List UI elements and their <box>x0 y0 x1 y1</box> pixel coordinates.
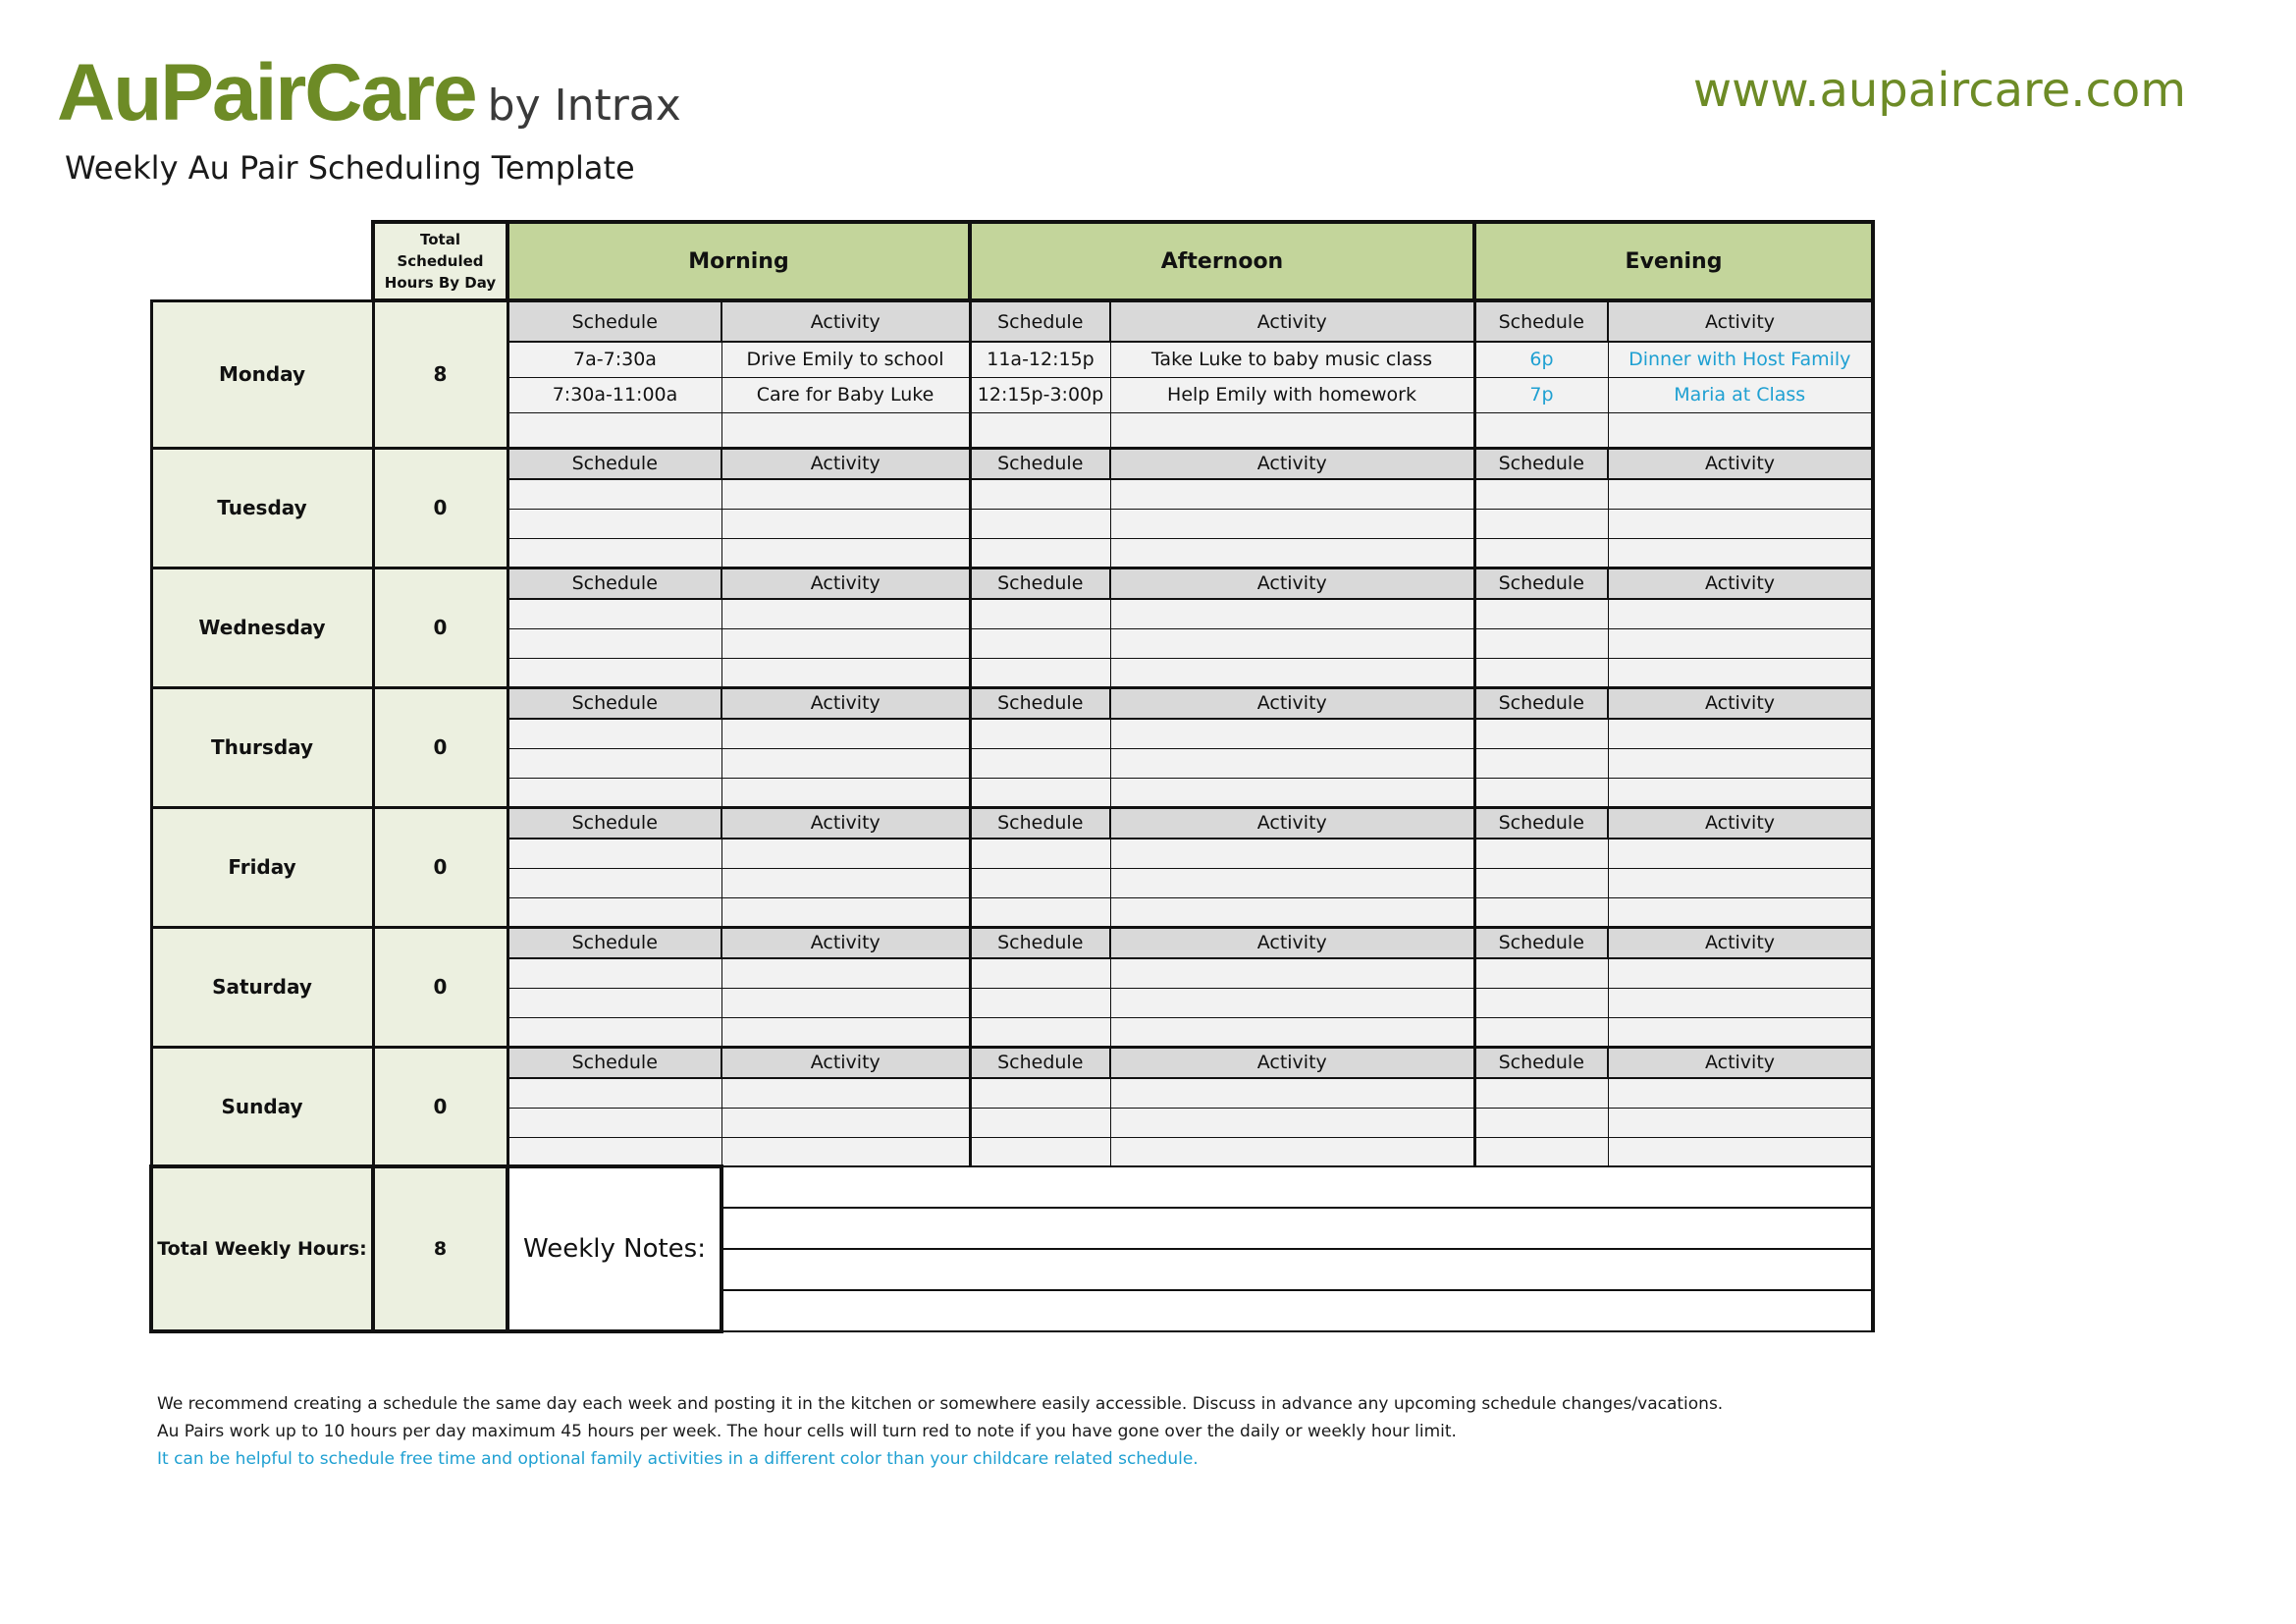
morning-activity-cell[interactable] <box>721 658 970 687</box>
morning-activity-cell[interactable] <box>721 958 970 988</box>
evening-activity-cell[interactable] <box>1608 628 1873 658</box>
afternoon-schedule-cell[interactable] <box>970 1108 1110 1137</box>
evening-schedule-cell[interactable] <box>1474 748 1608 778</box>
morning-activity-cell[interactable] <box>721 628 970 658</box>
day-hours-monday[interactable]: 8 <box>373 300 507 448</box>
evening-schedule-cell[interactable] <box>1474 778 1608 807</box>
aupaircare-logo <box>57 47 681 139</box>
afternoon-schedule-cell[interactable] <box>970 479 1110 509</box>
morning-schedule-header: Schedule <box>507 448 721 479</box>
afternoon-activity-cell[interactable] <box>1110 509 1474 538</box>
evening-activity-cell[interactable] <box>1608 897 1873 927</box>
evening-schedule-cell[interactable] <box>1474 479 1608 509</box>
afternoon-schedule-cell[interactable] <box>970 988 1110 1017</box>
afternoon-activity-cell[interactable]: Take Luke to baby music class <box>1110 342 1474 377</box>
afternoon-activity-cell[interactable] <box>1110 628 1474 658</box>
weekly-notes-label: Weekly Notes: <box>507 1166 721 1331</box>
day-hours-saturday[interactable]: 0 <box>373 927 507 1047</box>
morning-schedule-header: Schedule <box>507 300 721 342</box>
afternoon-schedule-cell[interactable] <box>970 897 1110 927</box>
total-weekly-hours-label: Total Weekly Hours: <box>151 1166 373 1331</box>
afternoon-activity-header: Activity <box>1110 1047 1474 1078</box>
evening-activity-cell[interactable] <box>1608 1137 1873 1166</box>
evening-activity-header: Activity <box>1608 927 1873 958</box>
evening-activity-cell[interactable] <box>1608 412 1873 448</box>
afternoon-activity-cell[interactable] <box>1110 778 1474 807</box>
evening-activity-cell[interactable] <box>1608 748 1873 778</box>
evening-activity-cell[interactable] <box>1608 1108 1873 1137</box>
morning-activity-cell[interactable] <box>721 868 970 897</box>
morning-activity-cell[interactable] <box>721 988 970 1017</box>
logo-wordmark: AuPairCare <box>57 48 476 137</box>
day-label-sunday: Sunday <box>151 1047 373 1166</box>
weekly-notes-line[interactable] <box>721 1166 1873 1208</box>
morning-schedule-header: Schedule <box>507 927 721 958</box>
weekly-notes-line[interactable] <box>721 1290 1873 1331</box>
evening-schedule-cell[interactable] <box>1474 538 1608 568</box>
morning-activity-cell[interactable]: Drive Emily to school <box>721 342 970 377</box>
afternoon-activity-header: Activity <box>1110 568 1474 599</box>
afternoon-schedule-cell[interactable] <box>970 778 1110 807</box>
evening-schedule-cell[interactable] <box>1474 412 1608 448</box>
evening-activity-cell[interactable] <box>1608 1017 1873 1047</box>
afternoon-schedule-cell[interactable] <box>970 839 1110 868</box>
morning-activity-header: Activity <box>721 687 970 719</box>
afternoon-schedule-header: Schedule <box>970 927 1110 958</box>
morning-schedule-cell[interactable] <box>507 778 721 807</box>
morning-activity-header: Activity <box>721 568 970 599</box>
day-hours-thursday[interactable]: 0 <box>373 687 507 807</box>
afternoon-activity-header: Activity <box>1110 687 1474 719</box>
evening-schedule-cell[interactable] <box>1474 958 1608 988</box>
afternoon-activity-cell[interactable] <box>1110 1108 1474 1137</box>
afternoon-schedule-cell[interactable]: 11a-12:15p <box>970 342 1110 377</box>
afternoon-header: Afternoon <box>970 222 1474 300</box>
afternoon-activity-cell[interactable] <box>1110 1017 1474 1047</box>
evening-schedule-cell[interactable] <box>1474 599 1608 628</box>
footnote-hour-limit: Au Pairs work up to 10 hours per day maximum 45 hours per week. The hour cells will turn red to note if you have gone over the daily or weekly hour limit. <box>157 1422 1457 1441</box>
morning-schedule-cell[interactable] <box>507 538 721 568</box>
evening-activity-header: Activity <box>1608 807 1873 839</box>
morning-schedule-cell[interactable] <box>507 1078 721 1108</box>
evening-activity-cell[interactable] <box>1608 509 1873 538</box>
morning-schedule-cell[interactable] <box>507 628 721 658</box>
morning-schedule-cell[interactable] <box>507 1017 721 1047</box>
morning-activity-cell[interactable] <box>721 599 970 628</box>
day-label-thursday: Thursday <box>151 687 373 807</box>
evening-schedule-header: Schedule <box>1474 687 1608 719</box>
afternoon-activity-header: Activity <box>1110 927 1474 958</box>
evening-schedule-cell[interactable] <box>1474 868 1608 897</box>
morning-activity-cell[interactable] <box>721 538 970 568</box>
afternoon-activity-cell[interactable] <box>1110 538 1474 568</box>
morning-schedule-cell[interactable] <box>507 748 721 778</box>
afternoon-activity-cell[interactable] <box>1110 748 1474 778</box>
evening-activity-cell[interactable] <box>1608 1078 1873 1108</box>
morning-schedule-header: Schedule <box>507 687 721 719</box>
afternoon-schedule-header: Schedule <box>970 1047 1110 1078</box>
morning-schedule-cell[interactable] <box>507 1108 721 1137</box>
logo-subtitle: by Intrax <box>487 81 681 131</box>
day-hours-sunday[interactable]: 0 <box>373 1047 507 1166</box>
evening-schedule-header: Schedule <box>1474 448 1608 479</box>
evening-schedule-cell[interactable] <box>1474 628 1608 658</box>
footnote-schedule-tip: We recommend creating a schedule the same day each week and posting it in the kitchen or somewhere easily accessible. Discuss in advance any upcoming schedule changes/vacations. <box>157 1394 1724 1414</box>
evening-activity-header: Activity <box>1608 1047 1873 1078</box>
morning-schedule-cell[interactable]: 7:30a-11:00a <box>507 377 721 412</box>
evening-schedule-header: Schedule <box>1474 1047 1608 1078</box>
afternoon-activity-cell[interactable] <box>1110 658 1474 687</box>
evening-schedule-cell[interactable] <box>1474 509 1608 538</box>
evening-activity-cell[interactable] <box>1608 538 1873 568</box>
evening-schedule-cell[interactable] <box>1474 658 1608 687</box>
afternoon-schedule-cell[interactable] <box>970 599 1110 628</box>
morning-header: Morning <box>507 222 970 300</box>
evening-schedule-cell[interactable] <box>1474 839 1608 868</box>
weekly-notes-line[interactable] <box>721 1249 1873 1290</box>
evening-schedule-header: Schedule <box>1474 807 1608 839</box>
afternoon-activity-header: Activity <box>1110 448 1474 479</box>
total-weekly-hours-value[interactable]: 8 <box>373 1166 507 1331</box>
evening-activity-header: Activity <box>1608 568 1873 599</box>
morning-schedule-cell[interactable] <box>507 412 721 448</box>
page-title: Weekly Au Pair Scheduling Template <box>65 149 635 187</box>
day-hours-friday[interactable]: 0 <box>373 807 507 927</box>
afternoon-activity-cell[interactable] <box>1110 1137 1474 1166</box>
morning-activity-cell[interactable] <box>721 412 970 448</box>
afternoon-activity-header: Activity <box>1110 807 1474 839</box>
morning-schedule-cell[interactable] <box>507 719 721 748</box>
evening-activity-cell[interactable] <box>1608 778 1873 807</box>
evening-header: Evening <box>1474 222 1873 300</box>
morning-activity-header: Activity <box>721 927 970 958</box>
evening-activity-cell[interactable] <box>1608 868 1873 897</box>
afternoon-activity-cell[interactable] <box>1110 719 1474 748</box>
morning-activity-cell[interactable] <box>721 1017 970 1047</box>
day-label-tuesday: Tuesday <box>151 448 373 568</box>
header-spacer <box>151 222 373 300</box>
afternoon-schedule-cell[interactable] <box>970 748 1110 778</box>
afternoon-schedule-cell[interactable] <box>970 628 1110 658</box>
morning-schedule-header: Schedule <box>507 568 721 599</box>
evening-schedule-header: Schedule <box>1474 927 1608 958</box>
total-hours-header: Total Scheduled Hours By Day <box>373 222 507 300</box>
morning-schedule-header: Schedule <box>507 1047 721 1078</box>
evening-schedule-cell[interactable] <box>1474 1108 1608 1137</box>
evening-schedule-cell[interactable]: 6p <box>1474 342 1608 377</box>
afternoon-activity-cell[interactable] <box>1110 412 1474 448</box>
afternoon-activity-cell[interactable] <box>1110 868 1474 897</box>
morning-activity-cell[interactable] <box>721 719 970 748</box>
evening-activity-cell[interactable]: Maria at Class <box>1608 377 1873 412</box>
afternoon-schedule-header: Schedule <box>970 687 1110 719</box>
afternoon-activity-cell[interactable] <box>1110 958 1474 988</box>
afternoon-activity-header: Activity <box>1110 300 1474 342</box>
morning-activity-cell[interactable] <box>721 1078 970 1108</box>
afternoon-schedule-cell[interactable] <box>970 538 1110 568</box>
footnote-color-tip: It can be helpful to schedule free time and optional family activities in a different color than your childcare related schedule. <box>157 1449 1199 1469</box>
morning-activity-cell[interactable] <box>721 778 970 807</box>
evening-activity-cell[interactable] <box>1608 958 1873 988</box>
afternoon-schedule-header: Schedule <box>970 300 1110 342</box>
morning-schedule-cell[interactable] <box>507 509 721 538</box>
evening-activity-cell[interactable] <box>1608 599 1873 628</box>
morning-schedule-cell[interactable] <box>507 479 721 509</box>
morning-activity-cell[interactable] <box>721 1108 970 1137</box>
afternoon-schedule-cell[interactable] <box>970 719 1110 748</box>
evening-activity-header: Activity <box>1608 448 1873 479</box>
afternoon-activity-cell[interactable] <box>1110 599 1474 628</box>
afternoon-schedule-cell[interactable] <box>970 412 1110 448</box>
evening-schedule-cell[interactable] <box>1474 719 1608 748</box>
afternoon-schedule-header: Schedule <box>970 807 1110 839</box>
evening-schedule-cell[interactable] <box>1474 988 1608 1017</box>
afternoon-schedule-cell[interactable]: 12:15p-3:00p <box>970 377 1110 412</box>
morning-activity-cell[interactable]: Care for Baby Luke <box>721 377 970 412</box>
morning-schedule-cell[interactable] <box>507 599 721 628</box>
afternoon-schedule-cell[interactable] <box>970 1017 1110 1047</box>
morning-activity-header: Activity <box>721 448 970 479</box>
morning-activity-cell[interactable] <box>721 509 970 538</box>
evening-schedule-header: Schedule <box>1474 568 1608 599</box>
day-hours-wednesday[interactable]: 0 <box>373 568 507 687</box>
afternoon-activity-cell[interactable] <box>1110 1078 1474 1108</box>
evening-activity-cell[interactable]: Dinner with Host Family <box>1608 342 1873 377</box>
morning-activity-cell[interactable] <box>721 897 970 927</box>
afternoon-schedule-cell[interactable] <box>970 868 1110 897</box>
morning-activity-header: Activity <box>721 300 970 342</box>
morning-schedule-header: Schedule <box>507 807 721 839</box>
afternoon-activity-cell[interactable]: Help Emily with homework <box>1110 377 1474 412</box>
evening-activity-cell[interactable] <box>1608 658 1873 687</box>
afternoon-schedule-cell[interactable] <box>970 509 1110 538</box>
footnotes <box>157 1390 1723 1473</box>
day-label-monday: Monday <box>151 300 373 448</box>
evening-activity-cell[interactable] <box>1608 839 1873 868</box>
afternoon-schedule-cell[interactable] <box>970 1137 1110 1166</box>
afternoon-schedule-cell[interactable] <box>970 958 1110 988</box>
day-label-friday: Friday <box>151 807 373 927</box>
morning-activity-header: Activity <box>721 807 970 839</box>
afternoon-schedule-header: Schedule <box>970 568 1110 599</box>
morning-schedule-cell[interactable] <box>507 958 721 988</box>
morning-schedule-cell[interactable] <box>507 988 721 1017</box>
evening-schedule-cell[interactable]: 7p <box>1474 377 1608 412</box>
morning-schedule-cell[interactable] <box>507 868 721 897</box>
evening-schedule-header: Schedule <box>1474 300 1608 342</box>
afternoon-activity-cell[interactable] <box>1110 988 1474 1017</box>
evening-activity-header: Activity <box>1608 300 1873 342</box>
day-hours-tuesday[interactable]: 0 <box>373 448 507 568</box>
morning-activity-header: Activity <box>721 1047 970 1078</box>
morning-activity-cell[interactable] <box>721 839 970 868</box>
morning-schedule-cell[interactable] <box>507 1137 721 1166</box>
website-link[interactable]: www.aupaircare.com <box>1692 63 2186 118</box>
morning-schedule-cell[interactable]: 7a-7:30a <box>507 342 721 377</box>
evening-activity-cell[interactable] <box>1608 719 1873 748</box>
weekly-schedule-table <box>149 220 1875 1333</box>
evening-schedule-cell[interactable] <box>1474 1017 1608 1047</box>
morning-activity-cell[interactable] <box>721 479 970 509</box>
evening-schedule-cell[interactable] <box>1474 1078 1608 1108</box>
evening-schedule-cell[interactable] <box>1474 897 1608 927</box>
evening-activity-cell[interactable] <box>1608 479 1873 509</box>
morning-activity-cell[interactable] <box>721 748 970 778</box>
weekly-notes-line[interactable] <box>721 1208 1873 1249</box>
morning-schedule-cell[interactable] <box>507 897 721 927</box>
day-label-saturday: Saturday <box>151 927 373 1047</box>
afternoon-activity-cell[interactable] <box>1110 897 1474 927</box>
morning-schedule-cell[interactable] <box>507 658 721 687</box>
afternoon-schedule-cell[interactable] <box>970 1078 1110 1108</box>
afternoon-schedule-cell[interactable] <box>970 658 1110 687</box>
afternoon-activity-cell[interactable] <box>1110 479 1474 509</box>
morning-activity-cell[interactable] <box>721 1137 970 1166</box>
afternoon-activity-cell[interactable] <box>1110 839 1474 868</box>
afternoon-schedule-header: Schedule <box>970 448 1110 479</box>
day-label-wednesday: Wednesday <box>151 568 373 687</box>
morning-schedule-cell[interactable] <box>507 839 721 868</box>
evening-activity-cell[interactable] <box>1608 988 1873 1017</box>
evening-schedule-cell[interactable] <box>1474 1137 1608 1166</box>
evening-activity-header: Activity <box>1608 687 1873 719</box>
